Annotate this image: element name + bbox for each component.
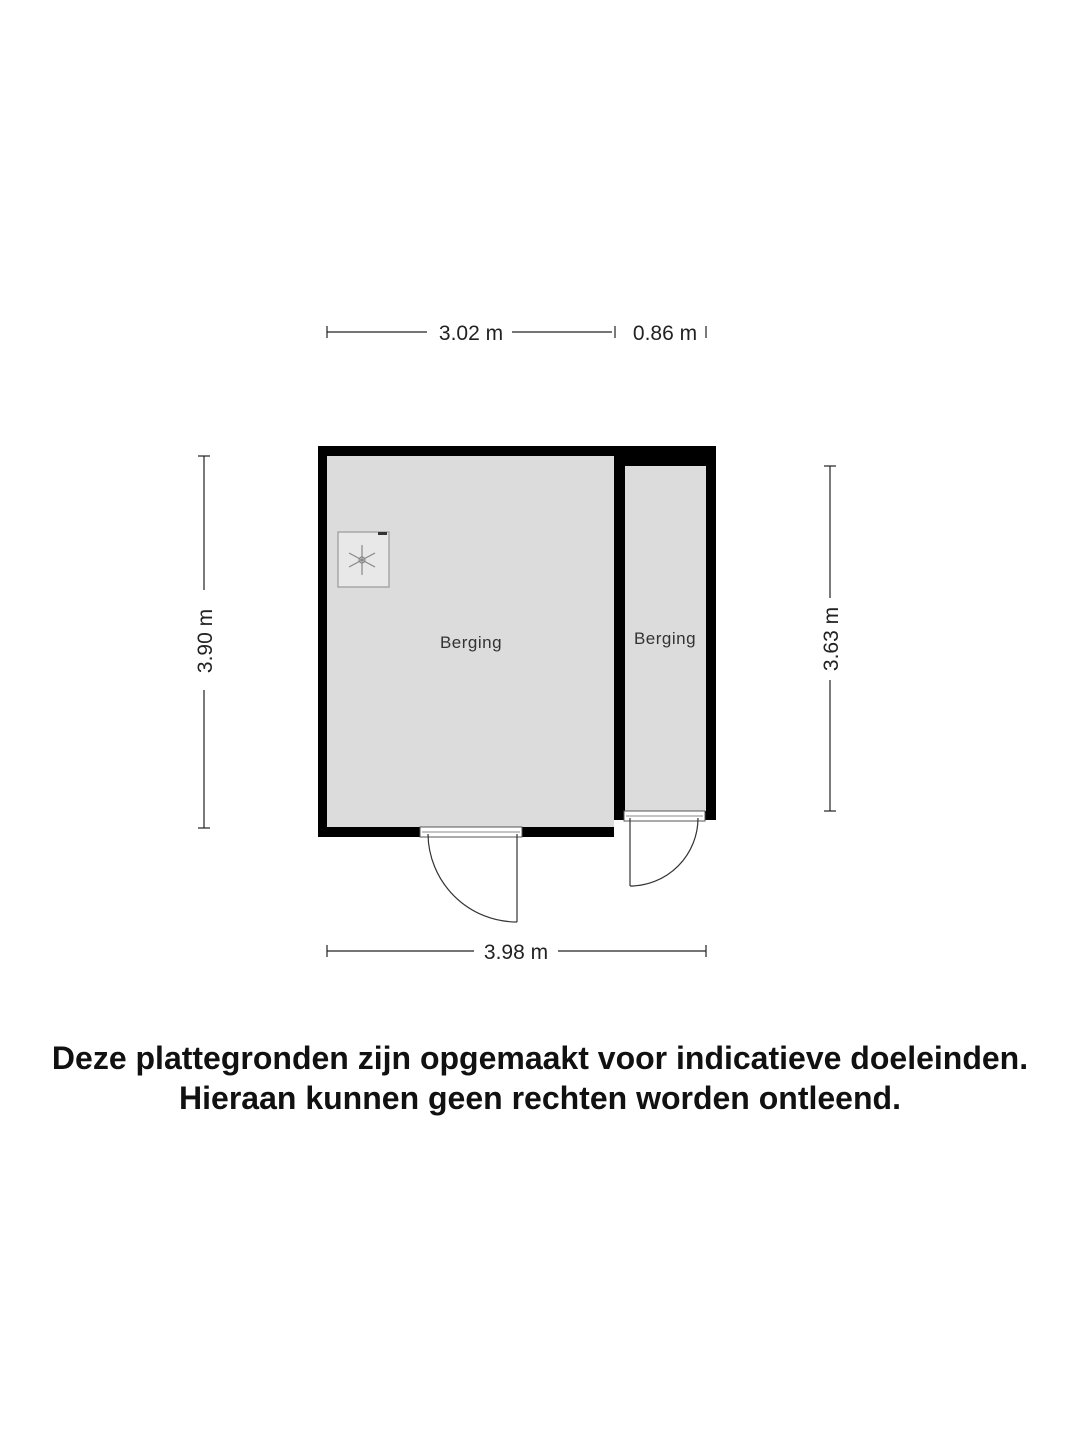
dimension-label-right: 3.63 m bbox=[820, 606, 843, 672]
dimension-label-top-right: 0.86 m bbox=[632, 322, 698, 345]
disclaimer-line-2: Hieraan kunnen geen rechten worden ontleend. bbox=[179, 1080, 901, 1116]
room-label-side: Berging bbox=[633, 629, 697, 648]
door-main bbox=[420, 827, 522, 922]
dimension-label-top-left: 3.02 m bbox=[438, 322, 504, 345]
disclaimer-line-1: Deze plattegronden zijn opgemaakt voor indicatieve doeleinden. bbox=[51, 1040, 1029, 1076]
dimension-label-bottom: 3.98 m bbox=[483, 941, 549, 964]
heater-icon bbox=[338, 532, 389, 587]
dimension-label-left: 3.90 m bbox=[194, 608, 217, 674]
room-label-main: Berging bbox=[439, 633, 503, 652]
